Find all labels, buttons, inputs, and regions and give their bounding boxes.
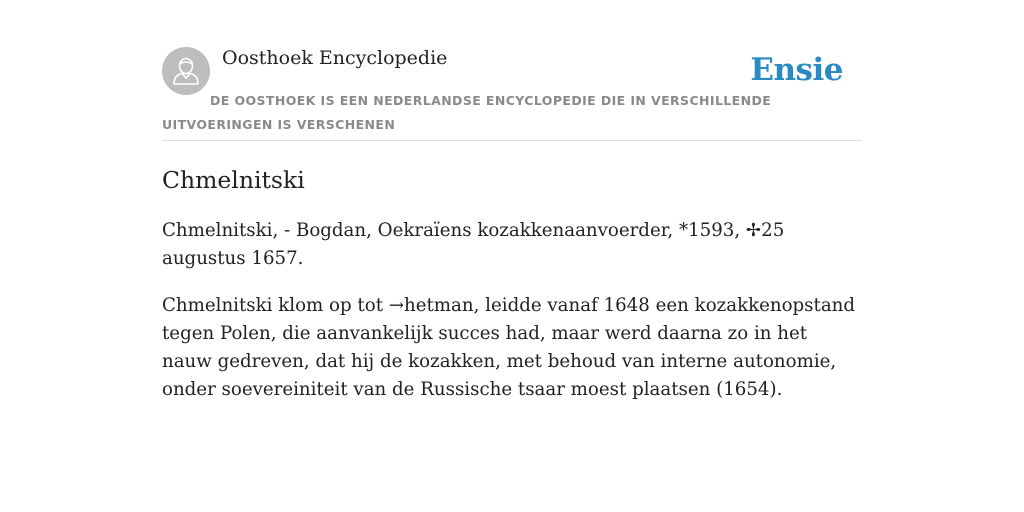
source-description: DE OOSTHOEK IS EEN NEDERLANDSE ENCYCLOPEDIE DIE IN VERSCHILLENDE UITVOERINGEN IS VERSCHENEN bbox=[162, 93, 772, 132]
page bbox=[162, 0, 862, 404]
entry-paragraph-intro: Chmelnitski, - Bogdan, Oekraïens kozakkenaanvoerder, *1593, ✢25 augustus 1657. bbox=[162, 220, 785, 269]
entry-paragraph-body: Chmelnitski klom op tot →hetman, leidde vanaf 1648 een kozakkenopstand tegen Polen, die aanvankelijk succes had, maar werd daarna zo in het nauw gedreven, dat hij de kozakken, met behoud van interne autonomie, onder soevereiniteit van de Russische tsaar moest plaatsen (1654). bbox=[162, 295, 856, 400]
entry-title: Chmelnitski bbox=[162, 166, 305, 194]
user-avatar-icon[interactable] bbox=[162, 47, 210, 95]
source-header bbox=[162, 0, 862, 141]
ensie-logo-link[interactable]: Ensie bbox=[750, 52, 843, 88]
source-title[interactable]: Oosthoek Encyclopedie bbox=[222, 47, 448, 69]
